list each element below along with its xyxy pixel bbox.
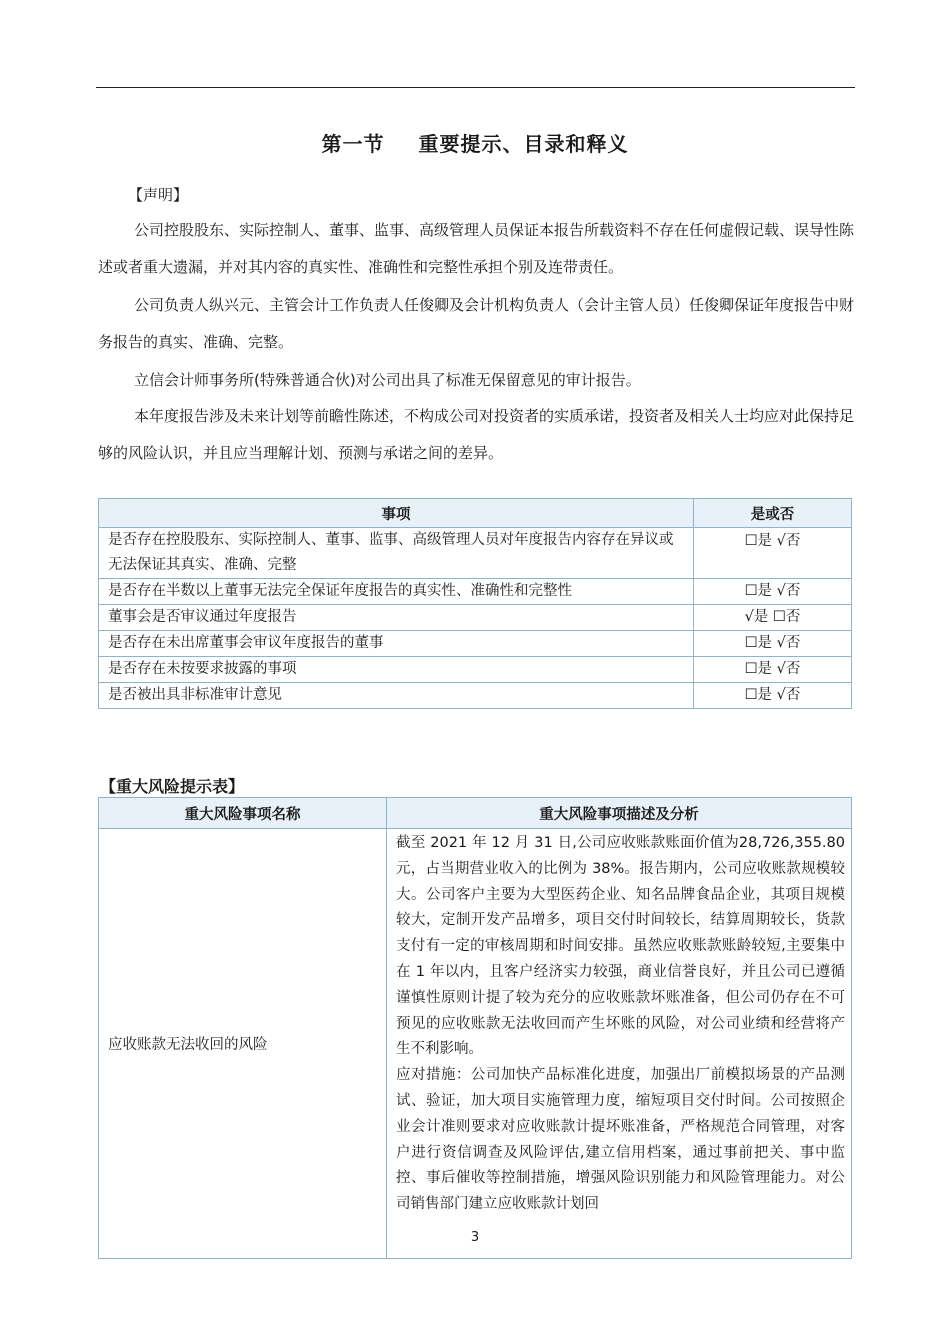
table-row (99, 605, 852, 631)
declaration-paragraph-4: 本年度报告涉及未来计划等前瞻性陈述，不构成公司对投资者的实质承诺，投资者及相关人士均应对此保持足够的风险认识，并且应当理解计划、预测与承诺之间的差异。 (98, 407, 855, 462)
declaration-paragraph-3: 立信会计师事务所(特殊普通合伙)对公司出具了标准无保留意见的审计报告。 (134, 371, 641, 389)
declaration-table (98, 498, 852, 709)
column-header-item: 事项 (99, 499, 694, 528)
table-cell-item: 是否被出具非标准审计意见 (99, 683, 694, 709)
risk-name-cell: 应收账款无法收回的风险 (99, 829, 387, 1259)
column-header-answer: 是或否 (694, 499, 852, 528)
table-cell-item: 是否存在未出席董事会审议年度报告的董事 (99, 631, 694, 657)
table-cell-answer: ☐是 √否 (694, 579, 852, 605)
section-number: 第一节 (321, 132, 385, 156)
table-row (99, 683, 852, 709)
column-header-risk-name: 重大风险事项名称 (99, 798, 387, 829)
declaration-paragraph-1: 公司控股股东、实际控制人、董事、监事、高级管理人员保证本报告所载资料不存在任何虚假记载、误导性陈述或者重大遗漏，并对其内容的真实性、准确性和完整性承担个别及连带责任。 (98, 221, 855, 276)
table-row (99, 631, 852, 657)
table-header-row (99, 499, 852, 528)
table-cell-answer: ☐是 √否 (694, 528, 852, 579)
section-title (0, 128, 950, 157)
declaration-paragraph-2: 公司负责人纵兴元、主管会计工作负责人任俊卿及会计机构负责人（会计主管人员）任俊卿保证年度报告中财务报告的真实、准确、完整。 (98, 296, 855, 351)
table-cell-item: 是否存在未按要求披露的事项 (99, 657, 694, 683)
risk-description: 截至 2021 年 12 月 31 日,公司应收账款账面价值为28,726,355.80 元，占当期营业收入的比例为 38%。报告期内，公司应收账款规模较大。公司客户主要为大型医药企业、知名品牌食品企业，其项目规模较大，定制开发产品增多，项目交付时间较长，结算周期较长，货款支付有一定的审核周期和时间安排。虽然应收账款账龄较短,主要集中在 1 年以内，且客户经济实力较强，商业信誉良好，并且公司已遵循谨慎性原则计提了较为充分的应收账款坏账准备，但公司仍存在不可预见的应收账款无法收回而产生坏账的风险，对公司业绩和经营将产生不利影响。 (396, 835, 845, 1058)
table-row (99, 829, 852, 1259)
declaration-heading: 【声明】 (128, 186, 189, 204)
table-cell-answer: ☐是 √否 (694, 657, 852, 683)
table-row (99, 657, 852, 683)
column-header-risk-description: 重大风险事项描述及分析 (387, 798, 852, 829)
section-heading: 重要提示、目录和释义 (418, 132, 629, 156)
risk-table (98, 797, 852, 1259)
table-cell-item: 董事会是否审议通过年度报告 (99, 605, 694, 631)
risk-table-heading: 【重大风险提示表】 (100, 777, 245, 796)
risk-description-cell (387, 829, 852, 1259)
table-cell-item: 是否存在半数以上董事无法完全保证年度报告的真实性、准确性和完整性 (99, 579, 694, 605)
table-cell-answer: ☐是 √否 (694, 683, 852, 709)
risk-countermeasure: 应对措施：公司加快产品标准化进度，加强出厂前模拟场景的产品测试、验证，加大项目实施管理力度，缩短项目交付时间。公司按照企业会计准则要求对应收账款计提坏账准备，严格规范合同管理，对客户进行资信调查及风险评估,建立信用档案，通过事前把关、事中监控、事后催收等控制措施，增强风险识别能力和风险管理能力。对公司销售部门建立应收账款计划回 (396, 1067, 845, 1213)
table-row (99, 528, 852, 579)
table-header-row (99, 798, 852, 829)
table-row (99, 579, 852, 605)
table-cell-answer: √是 ☐否 (694, 605, 852, 631)
table-cell-item: 是否存在控股股东、实际控制人、董事、监事、高级管理人员对年度报告内容存在异议或无法保证其真实、准确、完整 (99, 528, 694, 579)
header-rule (96, 87, 855, 88)
page-number: 3 (470, 1230, 480, 1245)
table-cell-answer: ☐是 √否 (694, 631, 852, 657)
